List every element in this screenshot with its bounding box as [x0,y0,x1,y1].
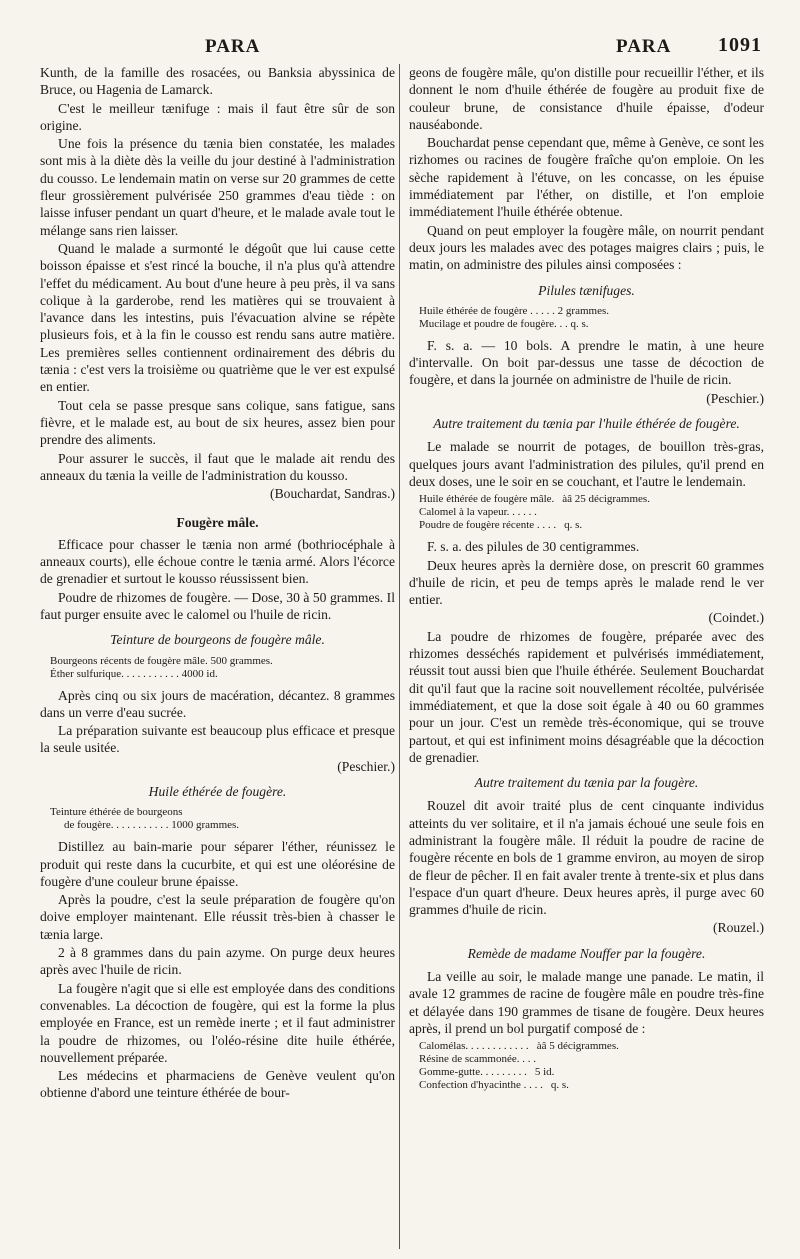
formula-line: Éther sulfurique. . . . . . . . . . . 4000 id. [50,667,218,680]
formula-ingredient: Calomélas. . . . . . . . . . . . [419,1040,529,1053]
left-column [40,64,395,1103]
paragraph: Après la poudre, c'est la seule préparation de fougère qu'on doive employer maintenant. Elle réussit très-bien à chasser le tænia large. [40,892,395,942]
paragraph: Une fois la présence du tænia bien constatée, les malades sont mis à la diète dès la veille du jour destiné à l'administration du cousso. Le lendemain matin on verse sur 20 grammes de cette fleur grossièrement pulvérisée 250 grammes d'eau tiède : on laisse infuser pendant un quart d'heure, et le malade avale tout le mélange sans rien laisser. [40,136,395,238]
paragraph: C'est le meilleur tænifuge : mais il faut être sûr de son origine. [40,100,395,133]
right-column [409,64,764,1103]
formula-line: Bourgeons récents de fougère mâle. 500 grammes. [50,654,273,667]
recipe-heading: Remède de madame Nouffer par la fougère. [467,945,706,961]
formula-line [419,493,764,506]
formula-line [419,519,764,532]
formula-ingredient: Huile éthérée de fougère mâle. [419,493,555,506]
recipe-heading: Huile éthérée de fougère. [148,783,287,799]
citation: (Peschier.) [337,758,395,774]
formula-ingredient: Gomme-gutte. . . . . . . . . [419,1066,527,1079]
paragraph: Kunth, de la famille des rosacées, ou Banksia abyssinica de Bruce, ou Hagenia de Lamarck. [40,65,395,98]
formula-line: Huile éthérée de fougère . . . . . 2 grammes. [419,304,609,317]
recipe-formula [419,493,764,532]
formula-line [419,1040,764,1053]
recipe-formula [419,1040,764,1092]
citation: (Coindet.) [708,610,764,626]
paragraph: Rouzel dit avoir traité plus de cent cinquante individus atteints du ver solitaire, et il n'a jamais échoué une seule fois en administrant la fougère mâle. Il réduit la poudre de racine de fougère récente en bols de 1 gramme environ, au moyen de sirop de fleur de pêcher. Il en fait avaler trente à trente-six et plus dans l'espace d'un quart d'heure. Deux heures après, il purge avec 60 grammes d'huile de ricin. [409,798,764,918]
paragraph: Quand on peut employer la fougère mâle, on nourrit pendant deux jours les malades avec des potages maigres clairs ; puis, le matin, on administre des pilules ainsi composées : [409,222,764,273]
recipe-formula [419,305,764,331]
paragraph: Distillez au bain-marie pour séparer l'éther, réunissez le produit qui reste dans la cucurbite, et qui est une oléorésine de fougère d'une couleur brune épaisse. [40,839,395,889]
formula-line: de fougère. . . . . . . . . . . 1000 grammes. [64,819,240,832]
running-head [40,30,764,64]
paragraph: Deux heures après la dernière dose, on prescrit 60 grammes d'huile de ricin, et peu de temps après le malade rend le ver entier. [409,557,764,608]
paragraph: La fougère n'agit que si elle est employée dans des conditions convenables. La décoction de fougère, qui est la forme la plus employée en France, est un remède inerte ; et il faut administrer la poudre de rhizomes, ou l'oléo-résine dite huile éthérée, nouvellement préparée. [40,980,395,1065]
paragraph: La veille au soir, le malade mange une panade. Le matin, il avale 12 grammes de racine de fougère mâle en poudre très-fine et délayée dans 190 grammes de tisane de fougère. Deux heures après, il prend un bol purgatif composé de : [409,969,764,1036]
paragraph: Après cinq ou six jours de macération, décantez. 8 grammes dans un verre d'eau sucrée. [40,687,395,720]
formula-quantity: àâ 5 décigrammes. [536,1040,619,1053]
formula-ingredient: Poudre de fougère récente . . . . [419,519,557,532]
recipe-heading: Teinture de bourgeons de fougère mâle. [110,632,325,648]
formula-line [419,1066,764,1079]
paragraph: 2 à 8 grammes dans du pain azyme. On purge deux heures après avec l'huile de ricin. [40,945,395,978]
paragraph: Efficace pour chasser le tænia non armé (bothriocéphale à anneaux courts), elle échoue contre le tænia armé. Alors l'écorce de grenadier et surtout le kousso réussissent bien. [40,536,395,587]
citation: (Rouzel.) [713,920,764,936]
recipe-heading: Autre traitement du tænia par la fougère. [474,775,699,791]
paragraph: Bouchardat pense cependant que, même à Genève, ce sont les rizhomes ou racines de fougère fraîche qu'on emploie. On les sèche rapidement à l'étuve, on les concasse, on les épuise immédiatement par l'éther, on distille, et l'on emploie immédiatement l'huile éthérée obtenue. [409,135,764,220]
formula-line: Mucilage et poudre de fougère. . . q. s. [419,317,589,330]
paragraph: La poudre de rhizomes de fougère, préparée avec des rhizomes desséchés rapidement et pulvérisés immédiatement, réussit tout aussi bien que l'huile éthérée. Seulement Bouchardat dit qu'il faut que la racine soit nouvellement récoltée, pulvérisée immédiatement, et que la dose soit égale à 40 ou 60 grammes pour un jour. C'est un remède très-économique, qui se trouve partout, et qui est infiniment moins désagréable que la décoction de grenadier. [409,628,764,765]
recipe-heading: Autre traitement du tænia par l'huile éthérée de fougère. [433,416,740,432]
formula-ingredient: Confection d'hyacinthe . . . . [419,1079,543,1092]
formula-quantity: àâ 25 décigrammes. [562,493,650,506]
recipe-heading: Pilules tænifuges. [538,282,635,298]
right-running-title: PARA [616,36,672,57]
formula-line: Résine de scammonée. . . . [419,1053,536,1066]
paragraph: Tout cela se passe presque sans colique, sans fatigue, sans fièvre, et le malade est, au bout de six heures, assez bien pour prendre des aliments. [40,397,395,448]
citation: (Peschier.) [706,390,764,406]
formula-line [419,1079,764,1092]
paragraph: Le malade se nourrit de potages, de bouillon très-gras, quelques jours avant l'administration des pilules, qu'il prend en deux doses, une le soir en se couchant, et l'autre le lendemain. [409,439,764,489]
formula-quantity: 5 id. [534,1066,555,1079]
paragraph: Les médecins et pharmaciens de Genève veulent qu'on obtienne d'abord une teinture éthérée de bour- [40,1068,395,1101]
two-column-body [40,64,764,1103]
left-running-title: PARA [205,36,261,57]
paragraph: La préparation suivante est beaucoup plus efficace et presque la seule usitée. [40,723,395,756]
column-divider [399,64,400,1249]
recipe-formula [50,655,395,681]
paragraph: Poudre de rhizomes de fougère. — Dose, 30 à 50 grammes. Il faut purger ensuite avec le calomel ou l'huile de ricin. [40,589,395,622]
formula-quantity: q. s. [550,1079,569,1092]
paragraph: Quand le malade a surmonté le dégoût que lui cause cette boisson épaisse et s'est rincé la bouche, il n'a plus qu'à attendre l'effet du médicament. Au bout d'une heure à peu près, il va sans colique à la garderobe, rend les matières qui se trouvaient à l'avance dans les intestins, puis l'évacuation alvine se répète plusieurs fois, et à la fin le cousso est rendu sans autre matière. Les premières selles contiennent ordinairement des débris du tænia : c'est vers la troisième ou quatrième que le ver est expulsé en entier. [40,240,395,395]
formula-line: Teinture éthérée de bourgeons [50,806,183,819]
paragraph: F. s. a. — 10 bols. A prendre le matin, à une heure d'intervalle. On boit par-dessus une tasse de décoction de fougère, et dans la journée on administre de l'huile de ricin. [409,337,764,388]
recipe-formula [50,806,395,832]
citation: (Bouchardat, Sandras.) [270,486,395,502]
section-heading: Fougère mâle. [176,515,259,531]
paragraph: Pour assurer le succès, il faut que le malade ait rendu des anneaux du tænia la veille de l'administration du kousso. [40,450,395,483]
paragraph: geons de fougère mâle, qu'on distille pour recueillir l'éther, et ils donnent le nom d'huile éthérée de fougère au produit fixe de couleur brune, de consistance d'huile épaisse, d'odeur nauséabonde. [409,65,764,132]
formula-quantity: q. s. [564,519,583,532]
formula-line: Calomel à la vapeur. . . . . . [419,506,537,519]
page-number: 1091 [718,34,762,56]
paragraph: F. s. a. des pilules de 30 centigrammes. [427,539,640,555]
